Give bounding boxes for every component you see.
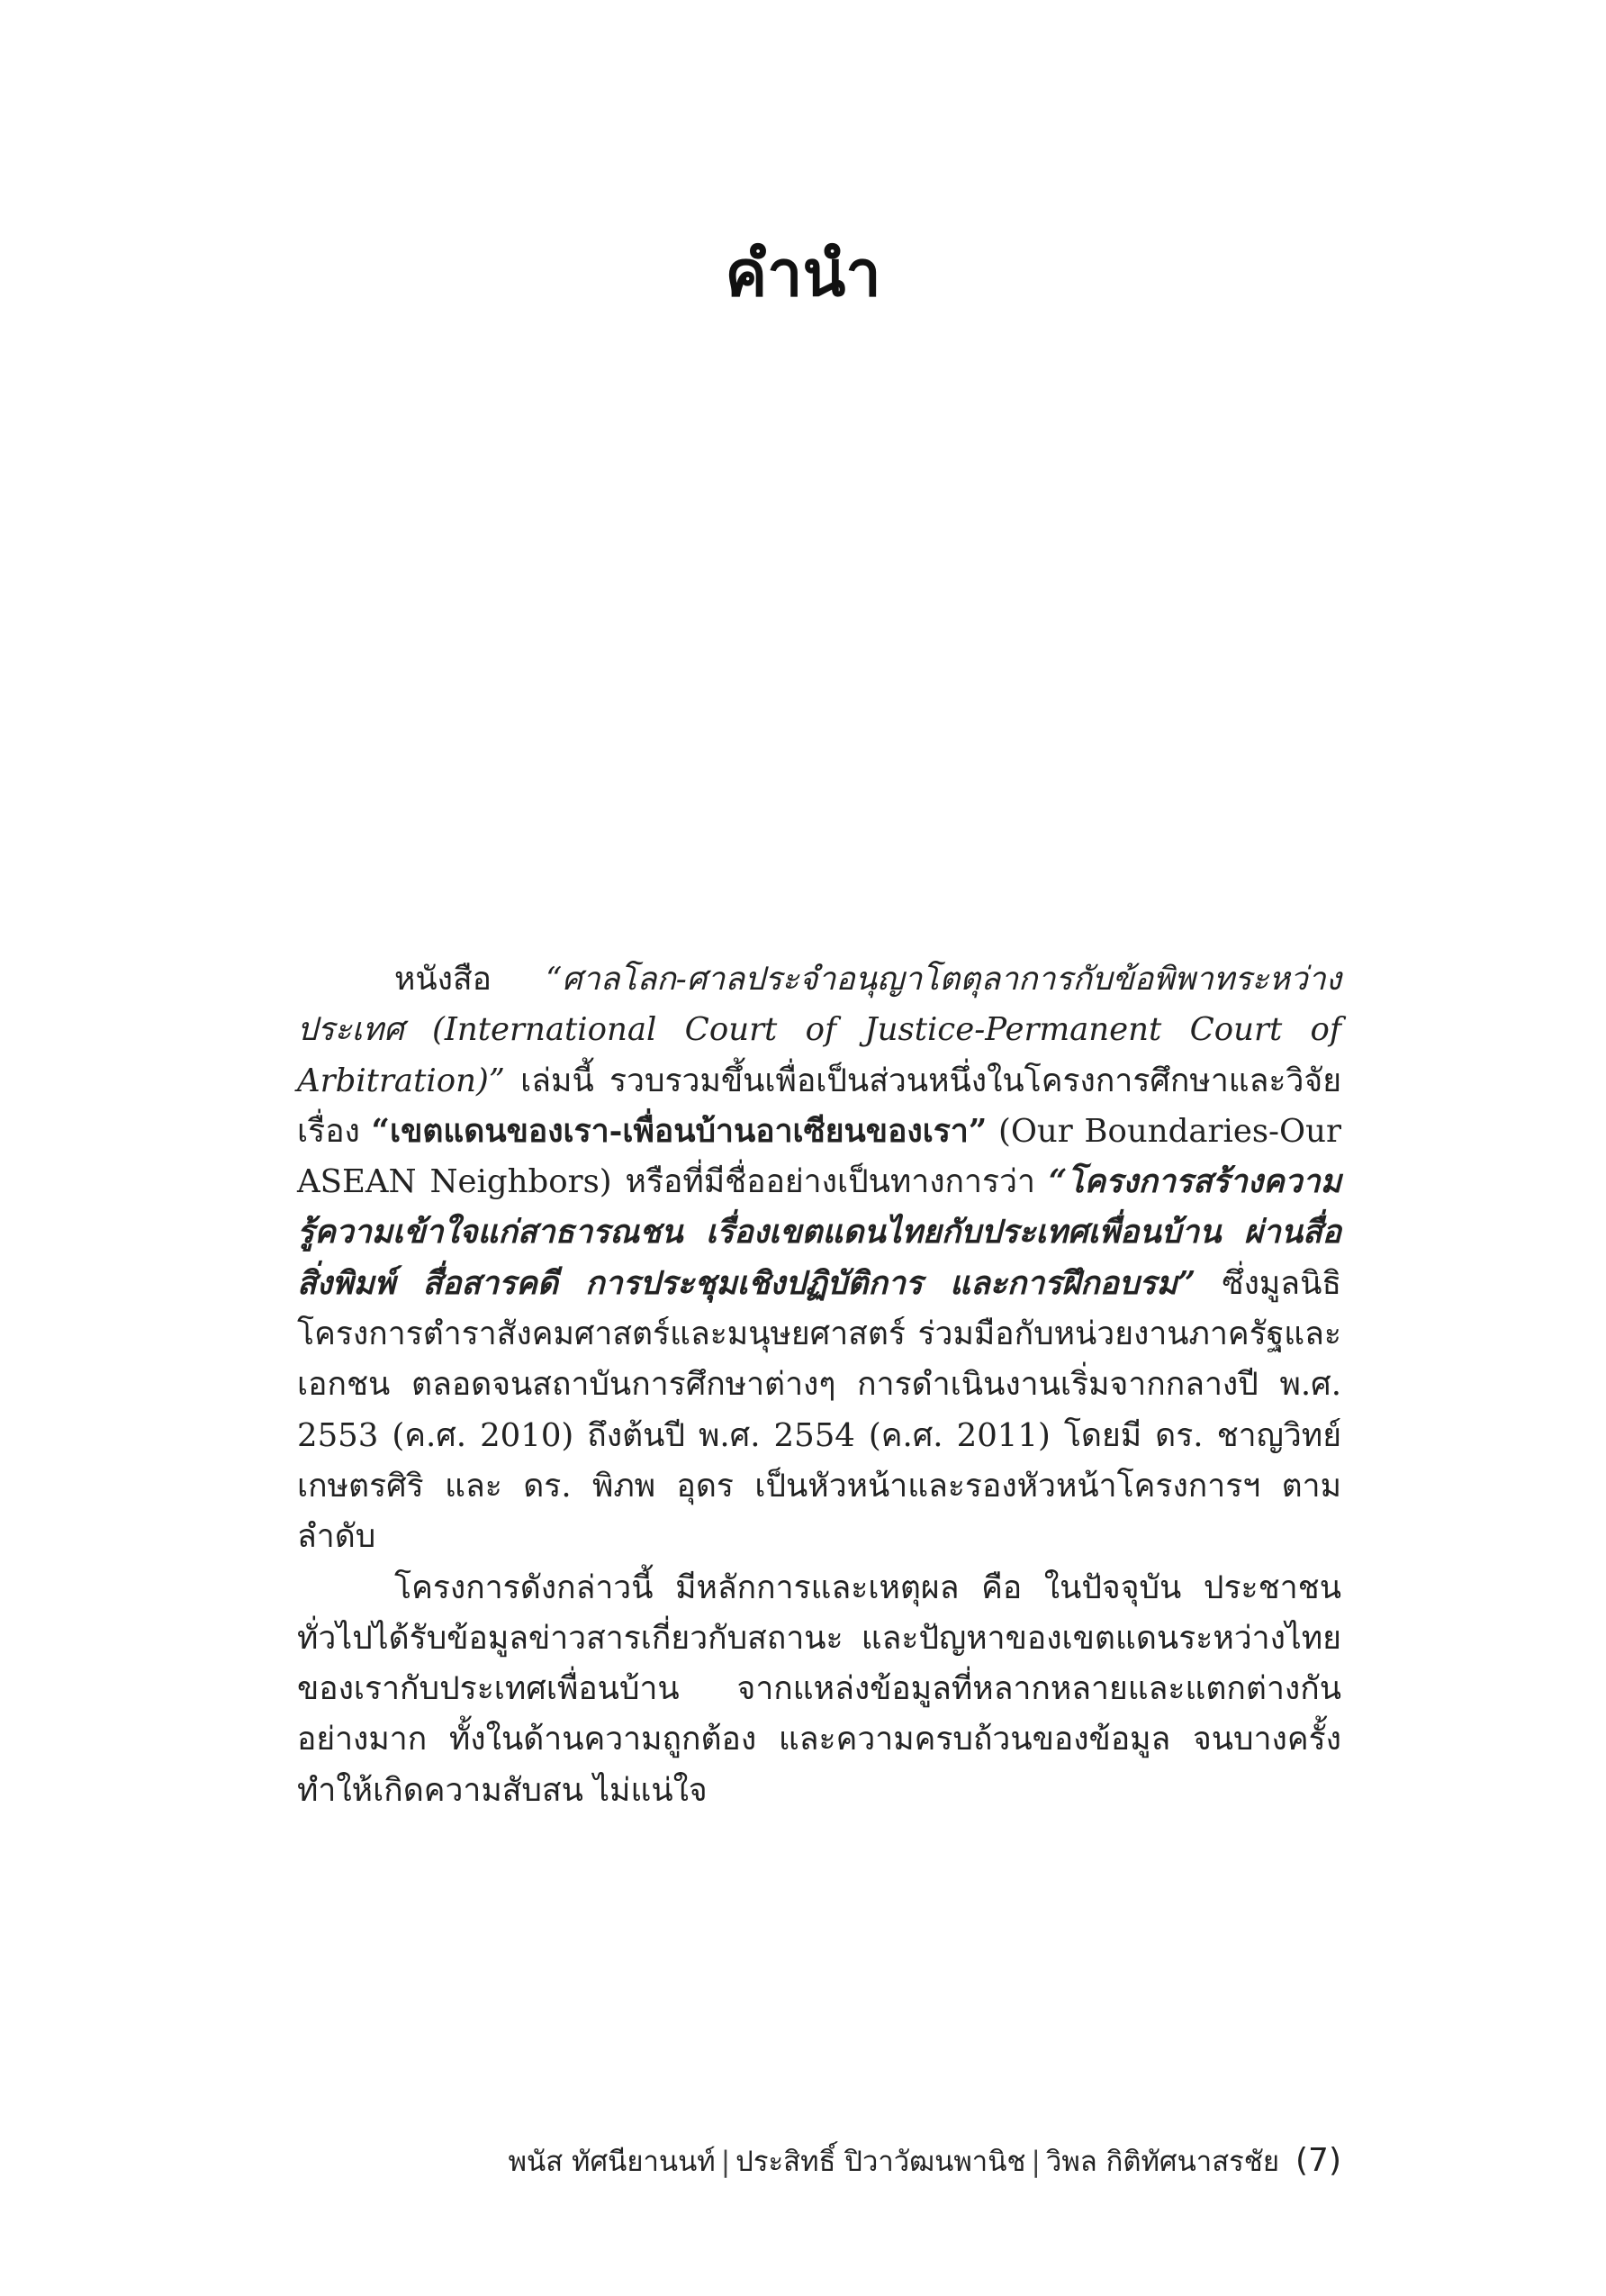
paragraph-1-text-c: ซึ่งมูลนิธิโครงการตำราสังคมศาสตร์และมนุษยศาสตร์ ร่วมมือกับหน่วยงานภาครัฐและเอกชน ตลอดจนสถาบันการศึกษาต่างๆ การดำเนินงานเริ่มจากกลางปี พ.ศ. 2553 (ค.ศ. 2010) ถึงต้นปี พ.ศ. 2554 (ค.ศ. 2011) โดยมี ดร. ชาญวิทย์ เกษตรศิริ และ ดร. พิภพ อุดร เป็นหัวหน้าและรองหัวหน้าโครงการฯ ตามลำดับ bbox=[297, 1264, 1341, 1556]
page-title: คำนำ bbox=[725, 237, 881, 311]
body-text bbox=[297, 954, 1341, 1816]
page-footer bbox=[297, 2138, 1341, 2183]
footer-author-2: ประสิทธิ์ ปิวาวัฒนพานิช bbox=[735, 2146, 1026, 2178]
paragraph-1 bbox=[297, 954, 1341, 1563]
footer-separator: | bbox=[720, 2146, 731, 2178]
book-title: “ศาลโลก-ศาลประจำอนุญาโตตุลาการกับข้อพิพาทระหว่างประเทศ (International Court of Justice-Permanent Court of Arbitration)” bbox=[297, 961, 1341, 1099]
footer-author-3: วิพล กิติทัศนาสรชัย bbox=[1045, 2146, 1279, 2178]
footer-separator: | bbox=[1031, 2146, 1041, 2178]
page-number: (7) bbox=[1295, 2142, 1341, 2179]
paragraph-1-intro: หนังสือ bbox=[394, 961, 546, 998]
footer-author-1: พนัส ทัศนียานนท์ bbox=[508, 2146, 716, 2178]
paragraph-1-text-a: เล่มนี้ รวบรวมขึ้นเพื่อเป็นส่วนหนึ่งในโครงการศึกษาและวิจัยเรื่อง bbox=[297, 1062, 1341, 1150]
paragraph-2: โครงการดังกล่าวนี้ มีหลักการและเหตุผล คือ ในปัจจุบัน ประชาชนทั่วไปได้รับข้อมูลข่าวสารเกี่ยวกับสถานะ และปัญหาของเขตแดนระหว่างไทยของเรากับประเทศเพื่อนบ้าน จากแหล่งข้อมูลที่หลากหลายและแตกต่างกันอย่างมาก ทั้งในด้านความถูกต้อง และความครบถ้วนของข้อมูล จนบางครั้งทำให้เกิดความสับสน ไม่แน่ใจ bbox=[297, 1568, 1341, 1809]
paragraph-1-text-b: (Our Boundaries-Our ASEAN Neighbors) หรือที่มีชื่ออย่างเป็นทางการว่า bbox=[297, 1112, 1341, 1201]
official-project-title: “โครงการสร้างความรู้ความเข้าใจแก่สาธารณชน เรื่องเขตแดนไทยกับประเทศเพื่อนบ้าน ผ่านสื่อสิ่งพิมพ์ สื่อสารคดี การประชุมเชิงปฏิบัติการ และการฝึกอบรม” bbox=[297, 1163, 1341, 1302]
project-title: “เขตแดนของเรา-เพื่อนบ้านอาเซียนของเรา” bbox=[371, 1112, 988, 1150]
